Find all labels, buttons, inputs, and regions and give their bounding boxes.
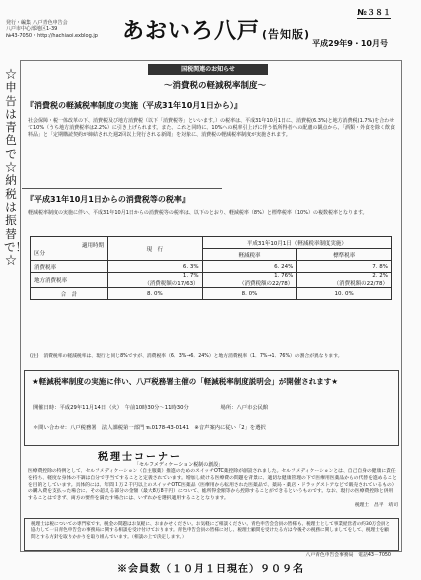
column-text: 医療費控除の特例として、セルフメディケーション（自主服薬）推進のためのスイッチOTC薬控除が創設されました。セルフメディケーションとは、自己自身の健康に責任を持ち、軽度な身体の不調は自分で手当てすることと定義されています。増加し続ける医療費の問題を背景に、適切な健康管理の下で医療用医薬品からの代替を進めることを目的としています。具体的には、年間１万２千円以上のスイッチOTC医薬品（医療用から転用された医薬品で、薬局・薬店・ドラッグストアなどで販売されているもの）の購入費を支払った場合に、その超える部分の金額（最大8万8千円）について、総所得金額等から控除することができるというものです。なお、現行の医療費控除と併用することはできず、両方の要件を満たす場合には、いずれかを選択適用することとなります。: [28, 469, 397, 502]
cell-reduced-value: 1. 76%: [274, 273, 294, 279]
table-note: (注) 消費税率の軽減税率は、現行と同じ8%ですが、消費税率（6．3%→6．24%）と地方消費税率（1．7%→1．76%）の割合が異なります。: [30, 354, 343, 359]
cell-standard: 7. 8%: [297, 261, 392, 273]
future-header: 平成31年10月1日（軽減税率制度実施）: [202, 237, 391, 249]
member-count: ※会員数（１０月１日現在）９０９名: [117, 564, 304, 575]
masthead: [122, 14, 310, 45]
publisher-info: [6, 20, 98, 39]
cell-reduced: 6. 24%: [202, 261, 297, 273]
seminar-title: ★軽減税率制度の実施に伴い、八戸税務署主催の「軽減税率制度説明会」が開催されます★: [32, 377, 338, 386]
row-label: 合 計: [31, 288, 108, 300]
masthead-sub: (告知版): [262, 28, 311, 41]
publisher-line: 発行・編集 八戸青色申告会: [6, 20, 68, 26]
table-row: [31, 273, 392, 288]
table-row: [31, 261, 392, 273]
period-header: 適用時期: [81, 242, 104, 249]
topic-banner: 国税関連のお知らせ: [148, 64, 268, 75]
cell-standard-value: 2. 2%: [372, 273, 388, 279]
row-label: 消費税率: [31, 261, 108, 273]
issue-number: №３８１: [357, 8, 391, 17]
section-body: 社会保障・税一体改革の下、消費税及び地方消費税（以下「消費税等」といいます。）の税率は、平成31年10月1日に、消費税(6.3%)と地方消費税(1.7%)を合わせて10%（うち地方消費税率は2.2%）に引き上げられます。また、これと同時に、10%への税率引上げに伴う低所得者への配慮の観点から、「酒類・外食を除く飲食料品」と「定期購読契約が締結された週2回以上発行される新聞」を対象に、消費税の軽減税率制度が実施されます。: [28, 118, 396, 139]
section-heading: 『消費税の軽減税率制度の実施（平成31年10月1日から）』: [26, 101, 242, 110]
section-heading: 『平成31年10月1日からの消費税等の税率』: [26, 195, 190, 204]
column-author: 税理士 昌平 靖司: [354, 502, 398, 508]
side-slogan: ☆申告は青色で☆納税は振替で！☆: [4, 67, 27, 268]
seminar-contact: ＊問い合わせ：八戸税務署 法人課税第一部門 ℡0178-43-0141 ※音声案内に従い「2」を選択: [33, 425, 266, 431]
standard-header: 標準税率: [297, 249, 392, 261]
cell-current: [108, 273, 203, 288]
reduced-header: 軽減税率: [202, 249, 297, 261]
cell-standard: [297, 273, 392, 288]
cell-standard-note: （消費税額の22/78）: [333, 281, 388, 287]
seminar-date: 開催日時：平成29年11月14日（火） 午前10時30分～11時30分 場所：八戸市公民館: [33, 405, 269, 411]
column-heading: 税理士コーナー: [98, 452, 182, 463]
issue-date: 平成29年9・10月号: [312, 39, 388, 48]
cell-current-value: 1. 7%: [182, 273, 199, 279]
cell-reduced-note: （消費税額の22/78）: [238, 281, 294, 287]
cell-current: 6. 3%: [108, 261, 203, 273]
cell-reduced: 8. 0%: [202, 288, 297, 300]
column-subtitle: 「セルフメディケーション税制の創設」: [134, 462, 224, 468]
row-label: 地方消費税率: [31, 273, 108, 288]
table-corner-header: [31, 237, 108, 261]
publisher-line: 八戸市中心部地区1-39: [6, 26, 58, 33]
footer-contact: 八戸青色申告会事務局 電話43－7050: [305, 553, 391, 558]
section-body: 軽減税率制度の実施に伴い、平成31年10月1日からの消費税等の税率は、以下のとおり、軽減税率（8%）と標準税率（10%）の複数税率となります。: [28, 210, 368, 216]
notice-box: [24, 518, 399, 551]
cell-reduced: [202, 273, 297, 288]
notice-text: 税理士は税についての専門家です。税金の問題はお気軽に、おまかせください。お気軽にご相談ください。青色申告会会員の皆様も、税理士として事業経営者の約30万会員と協力して一日青色申告会の事務局に関する相談を受け付けております。青色申告会員の皆様に対し、税理士顧問を受けたる方は今後その税務に関しましてをして、税理士を顧問とする方針を取りかかりを取り組んでいます。（相談の上で決定します。）: [31, 522, 391, 540]
cell-standard: 10. 0%: [297, 288, 392, 300]
tax-rate-table: [30, 236, 392, 300]
cell-current: 8. 0%: [108, 288, 203, 300]
masthead-title: あおいろ八戸: [122, 19, 261, 44]
column-body: [28, 469, 398, 510]
category-header: 区分: [34, 250, 46, 257]
cell-current-note: （消費税額の17/63）: [144, 281, 199, 287]
publisher-line: №43-7050・http://hachiaoi.exblog.jp: [6, 32, 98, 39]
table-row: [31, 288, 392, 300]
current-header: 現 行: [108, 237, 203, 261]
topic-title: ～消費税の軽減税率制度～: [163, 81, 266, 91]
divider: [22, 188, 222, 189]
seminar-box: [24, 370, 399, 446]
